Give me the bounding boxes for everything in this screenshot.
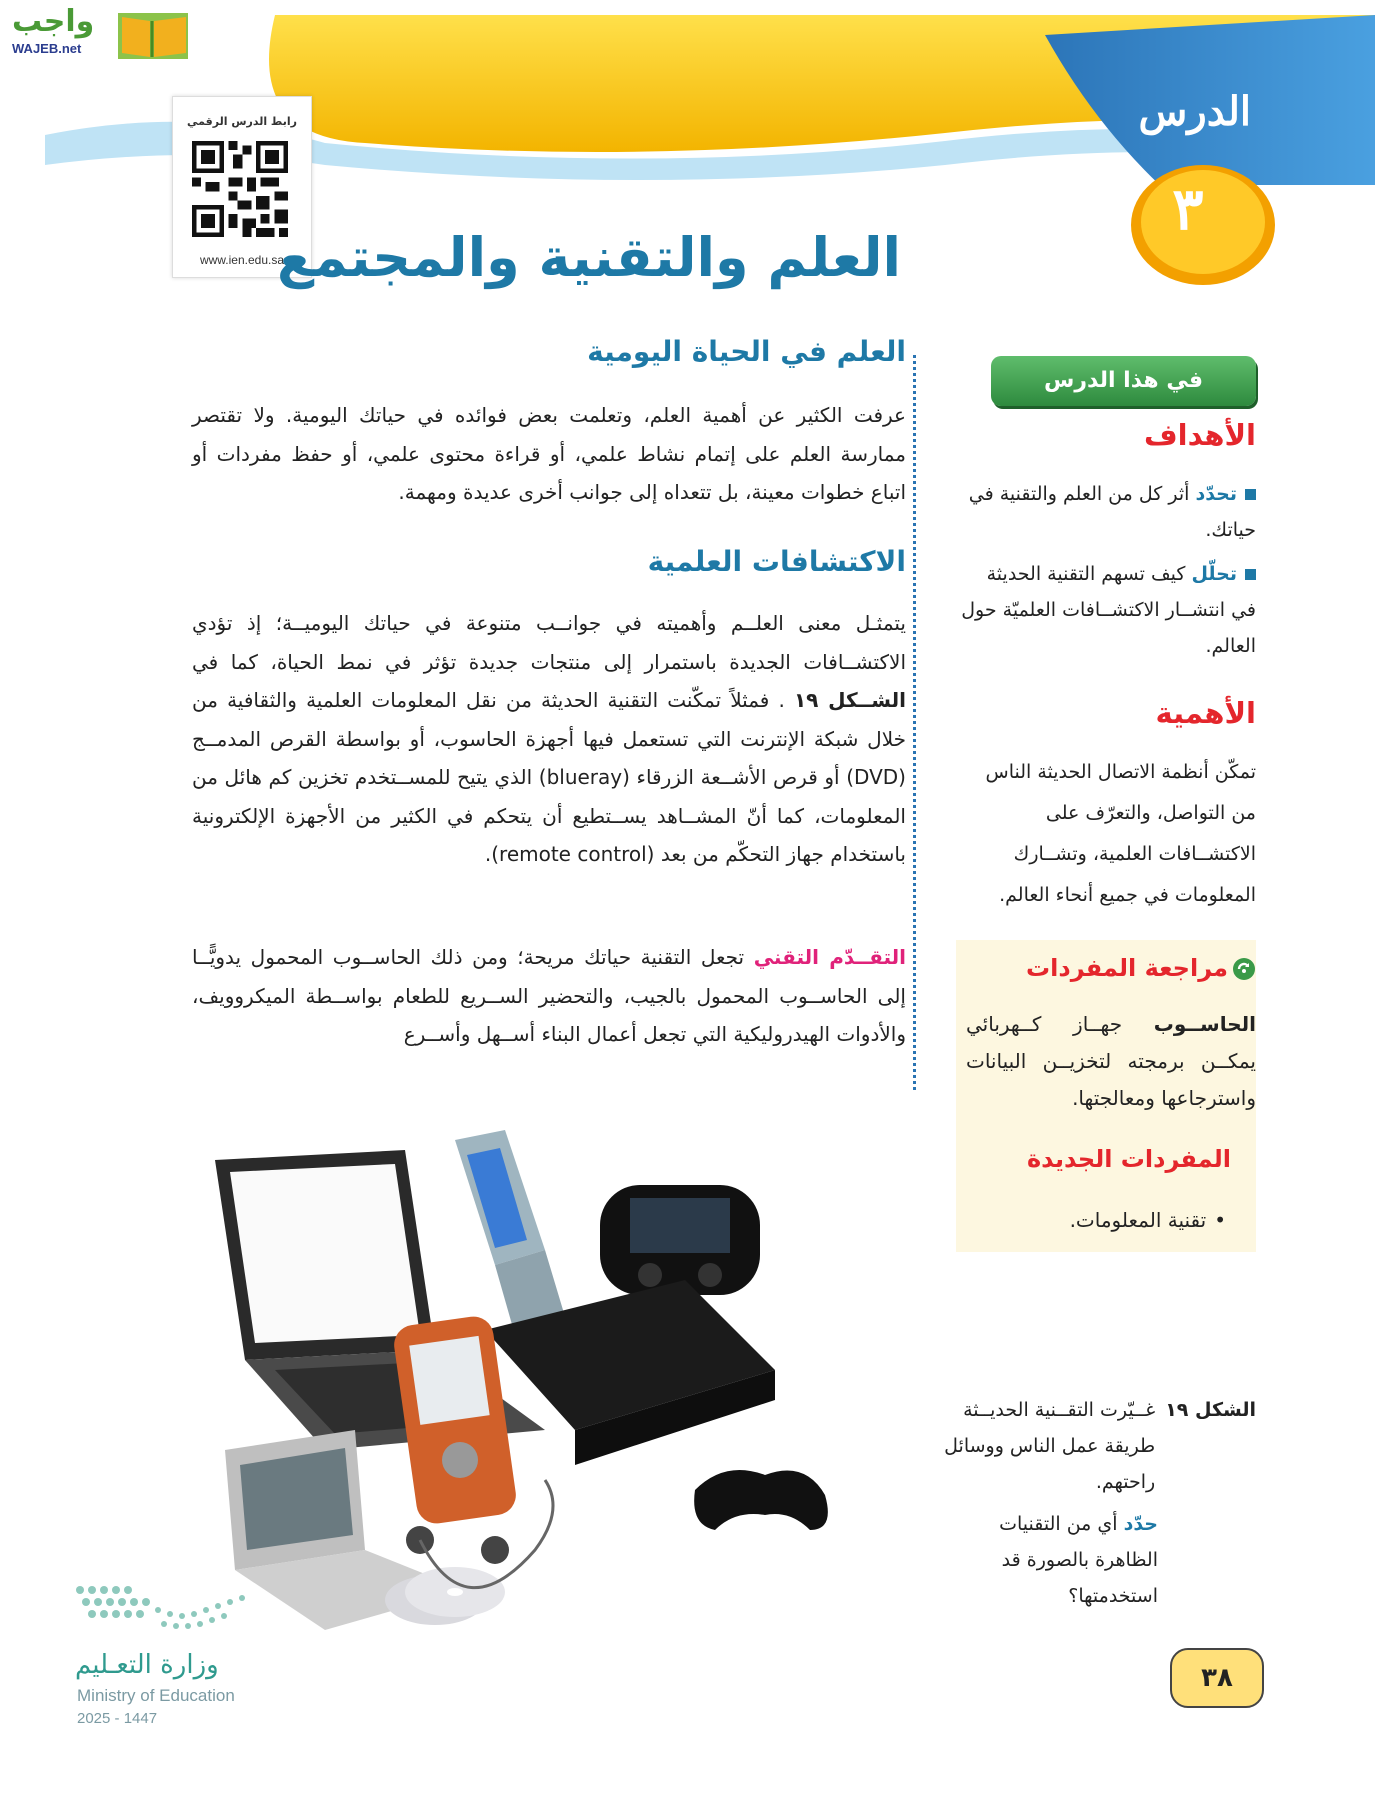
qr-label: رابط الدرس الرقمي	[187, 115, 297, 128]
figure-prompt-verb: حدّد	[1123, 1513, 1158, 1535]
section-paragraph-tech-progress	[192, 938, 906, 1054]
section-heading-daily-life: العلم في الحياة اليومية	[587, 335, 906, 368]
objective-verb: تحلّل	[1191, 563, 1237, 585]
tech-progress-text: تجعل التقنية حياتك مريحة؛ ومن ذلك الحاســوب المحمول يدويًّــا إلى الحاســوب المحمول بالجيب، والتحضير الســريع للطعام بواســطة الميكروويف، والأدوات الهيدروليكية التي تجعل أعمال البناء أســهل وأســرع	[192, 945, 906, 1046]
in-this-lesson-label: في هذا الدرس	[991, 356, 1256, 406]
vocab-review-term: الحاســوب	[1153, 1012, 1256, 1036]
refresh-icon	[1232, 957, 1256, 981]
section-paragraph-discoveries	[192, 604, 906, 874]
figure-caption	[926, 1392, 1256, 1614]
section-paragraph-daily-life: عرفت الكثير عن أهمية العلم، وتعلمت بعض فوائده في حياتك اليومية. ولا تقتصر ممارسة العلم على إتمام نشاط علمي، أو قراءة محتوى علمي، أو حفظ مفردات أو اتباع خطوات معينة، بل تتعداه إلى جوانب أخرى عديدة ومهمة.	[192, 403, 906, 504]
vocabulary-box	[956, 940, 1256, 1252]
new-vocab-item: •تقنية المعلومات.	[1069, 1208, 1226, 1232]
discoveries-text-a: يتمثـل معنى العلــم وأهميته في جوانــب متنوعة في حياتك اليوميــة؛ إذ تؤدي الاكتشــافات الجديدة باستمرار إلى منتجات جديدة تؤثر في نمط الحياة، كما في	[192, 611, 906, 674]
bullet-square-icon	[1245, 489, 1256, 500]
section-heading-discoveries: الاكتشافات العلمية	[647, 545, 906, 578]
page-number: ٣٨	[1170, 1648, 1264, 1708]
objectives-heading: الأهداف	[1143, 418, 1256, 452]
wajeb-wordmark: واجب	[12, 4, 95, 39]
devices-illustration	[205, 1130, 885, 1670]
qr-code-icon[interactable]	[192, 141, 288, 237]
wajeb-domain: WAJEB.net	[12, 41, 82, 56]
ministry-name-english: Ministry of Education	[77, 1686, 235, 1705]
gamepad-icon	[694, 1470, 828, 1530]
objective-text: كيف تسهم التقنية الحديثة في انتشــار الاكتشــافات العلميّة حول العالم.	[961, 563, 1256, 657]
objective-item	[956, 556, 1256, 664]
objective-item	[956, 476, 1256, 548]
figure-caption-text: غــيّرت التقــنية الحديــثة طريقة عمل الناس ووسائل راحتهم.	[944, 1399, 1156, 1493]
importance-text: تمكّن أنظمة الاتصال الحديثة الناس من التواصل، والتعرّف على الاكتشــافات العلمية، وتشــارك المعلومات في جميع أنحاء العالم.	[985, 761, 1256, 906]
figure-prompt-text: أي من التقنيات الظاهرة بالصورة قد استخدمتها؟	[999, 1513, 1158, 1607]
ministry-name-arabic: وزارة التعـليم	[75, 1650, 219, 1680]
ministry-dots-logo	[70, 1580, 270, 1650]
figure-prompt	[938, 1506, 1158, 1614]
lesson-title: العلم والتقنية والمجتمع	[277, 226, 901, 289]
vocab-review-text: جهــاز كــهربائي يمكــن برمجته لتخزيــن البيانات واسترجاعها ومعالجتها.	[966, 1012, 1256, 1110]
handheld-console-icon	[600, 1185, 760, 1295]
lesson-label: الدرس	[1138, 88, 1251, 135]
column-divider	[913, 355, 916, 1090]
new-vocab-heading: المفردات الجديدة	[1027, 1145, 1231, 1173]
discoveries-text-b: . فمثلاً تمكّنت التقنية الحديثة من نقل المعلومات العلمية والثقافية من خلال شبكة الإنترنت التي تستعمل فيها أجهزة الحاسوب، أو بواسطة القرص المدمــج (DVD) أو قرص الأشــعة الزرقاء (blueray) الذي يتيح للمســتخدم تخزين كم هائل من المعلومات، كما أنّ المشــاهد يســتطيع أن يتحكم في الكثير من الأجهزة الإلكترونية باستخدام جهاز التحكّم من بعد (remote control).	[192, 688, 906, 866]
vocab-review-heading: مراجعة المفردات	[1026, 954, 1256, 982]
objective-verb: تحدّد	[1195, 483, 1237, 505]
figure-label: الشكل ١٩	[1165, 1399, 1256, 1421]
lesson-number: ٣	[1172, 175, 1204, 243]
importance-heading: الأهمية	[1155, 696, 1256, 730]
bullet-square-icon	[1245, 569, 1256, 580]
qr-url[interactable]: www.ien.edu.sa	[199, 253, 285, 267]
objective-text: أثر كل من العلم والتقنية في حياتك.	[968, 483, 1256, 541]
ministry-year: 2025 - 1447	[77, 1710, 158, 1727]
figure-reference[interactable]: الشــكل ١٩	[793, 688, 906, 712]
vocab-review-definition	[966, 1006, 1256, 1117]
tech-progress-term: التقــدّم التقني	[753, 945, 906, 969]
